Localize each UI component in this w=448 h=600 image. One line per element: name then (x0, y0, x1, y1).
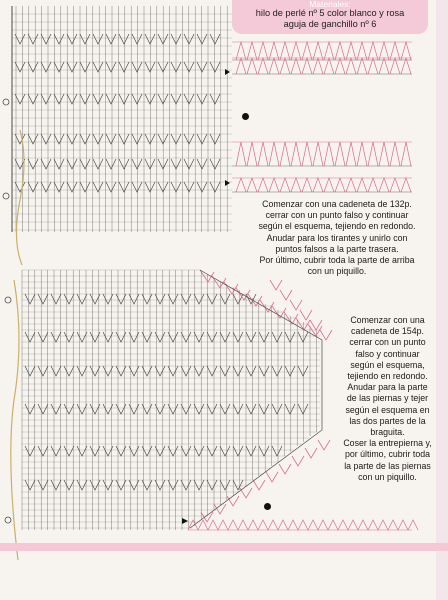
instruction-line: Anudar para la parte (347, 382, 428, 393)
instruction-line: la parte de las piernas (344, 460, 431, 471)
instruction-line: Anudar para los tirantes y unirlo con (266, 232, 408, 243)
bullet-dot (242, 113, 249, 120)
instructions-top-piece (252, 199, 422, 277)
instruction-line: según el esquema en (345, 404, 430, 415)
instruction-line: según el esquema, tejiendo en redondo. (258, 221, 416, 232)
bottom-decorative-band (0, 543, 448, 551)
instructions-bottom-piece (330, 315, 445, 483)
instruction-line: cerrar con un punto falso y continuar (265, 210, 409, 221)
instruction-line: Por último, cubrir toda la parte de arriba (259, 255, 415, 266)
instruction-line: cadeneta de 154p. (351, 326, 424, 337)
instruction-line: con un piquillo. (358, 471, 417, 482)
instruction-line: Comenzar con una (350, 315, 425, 325)
instruction-line: Coser la entrepierna y, (343, 438, 432, 449)
materials-title: Materiales: (309, 0, 351, 9)
instruction-line: falso y continuar (355, 348, 420, 359)
instruction-line: las dos partes de la (349, 415, 426, 426)
materials-yarn: hilo de perlé nº 5 color blanco y rosa (255, 8, 405, 18)
instruction-line: tejiendo en redondo. (347, 371, 428, 382)
materials-hook: aguja de ganchillo nº 6 (283, 19, 377, 29)
instruction-line: puntos falsos a la parte trasera. (275, 243, 399, 254)
instruction-line: por último, cubrir toda (344, 449, 431, 460)
instruction-line: Comenzar con una cadeneta de 132p. (262, 199, 412, 209)
instruction-line: de las piernas y tejer (346, 393, 429, 404)
materials-box (232, 0, 428, 34)
instruction-line: braguita. (370, 427, 405, 438)
bullet-dot (264, 503, 271, 510)
instruction-line: según el esquema, (350, 359, 425, 370)
instruction-line: con un piquillo. (307, 266, 367, 277)
instruction-line: cerrar con un punto (349, 337, 426, 348)
